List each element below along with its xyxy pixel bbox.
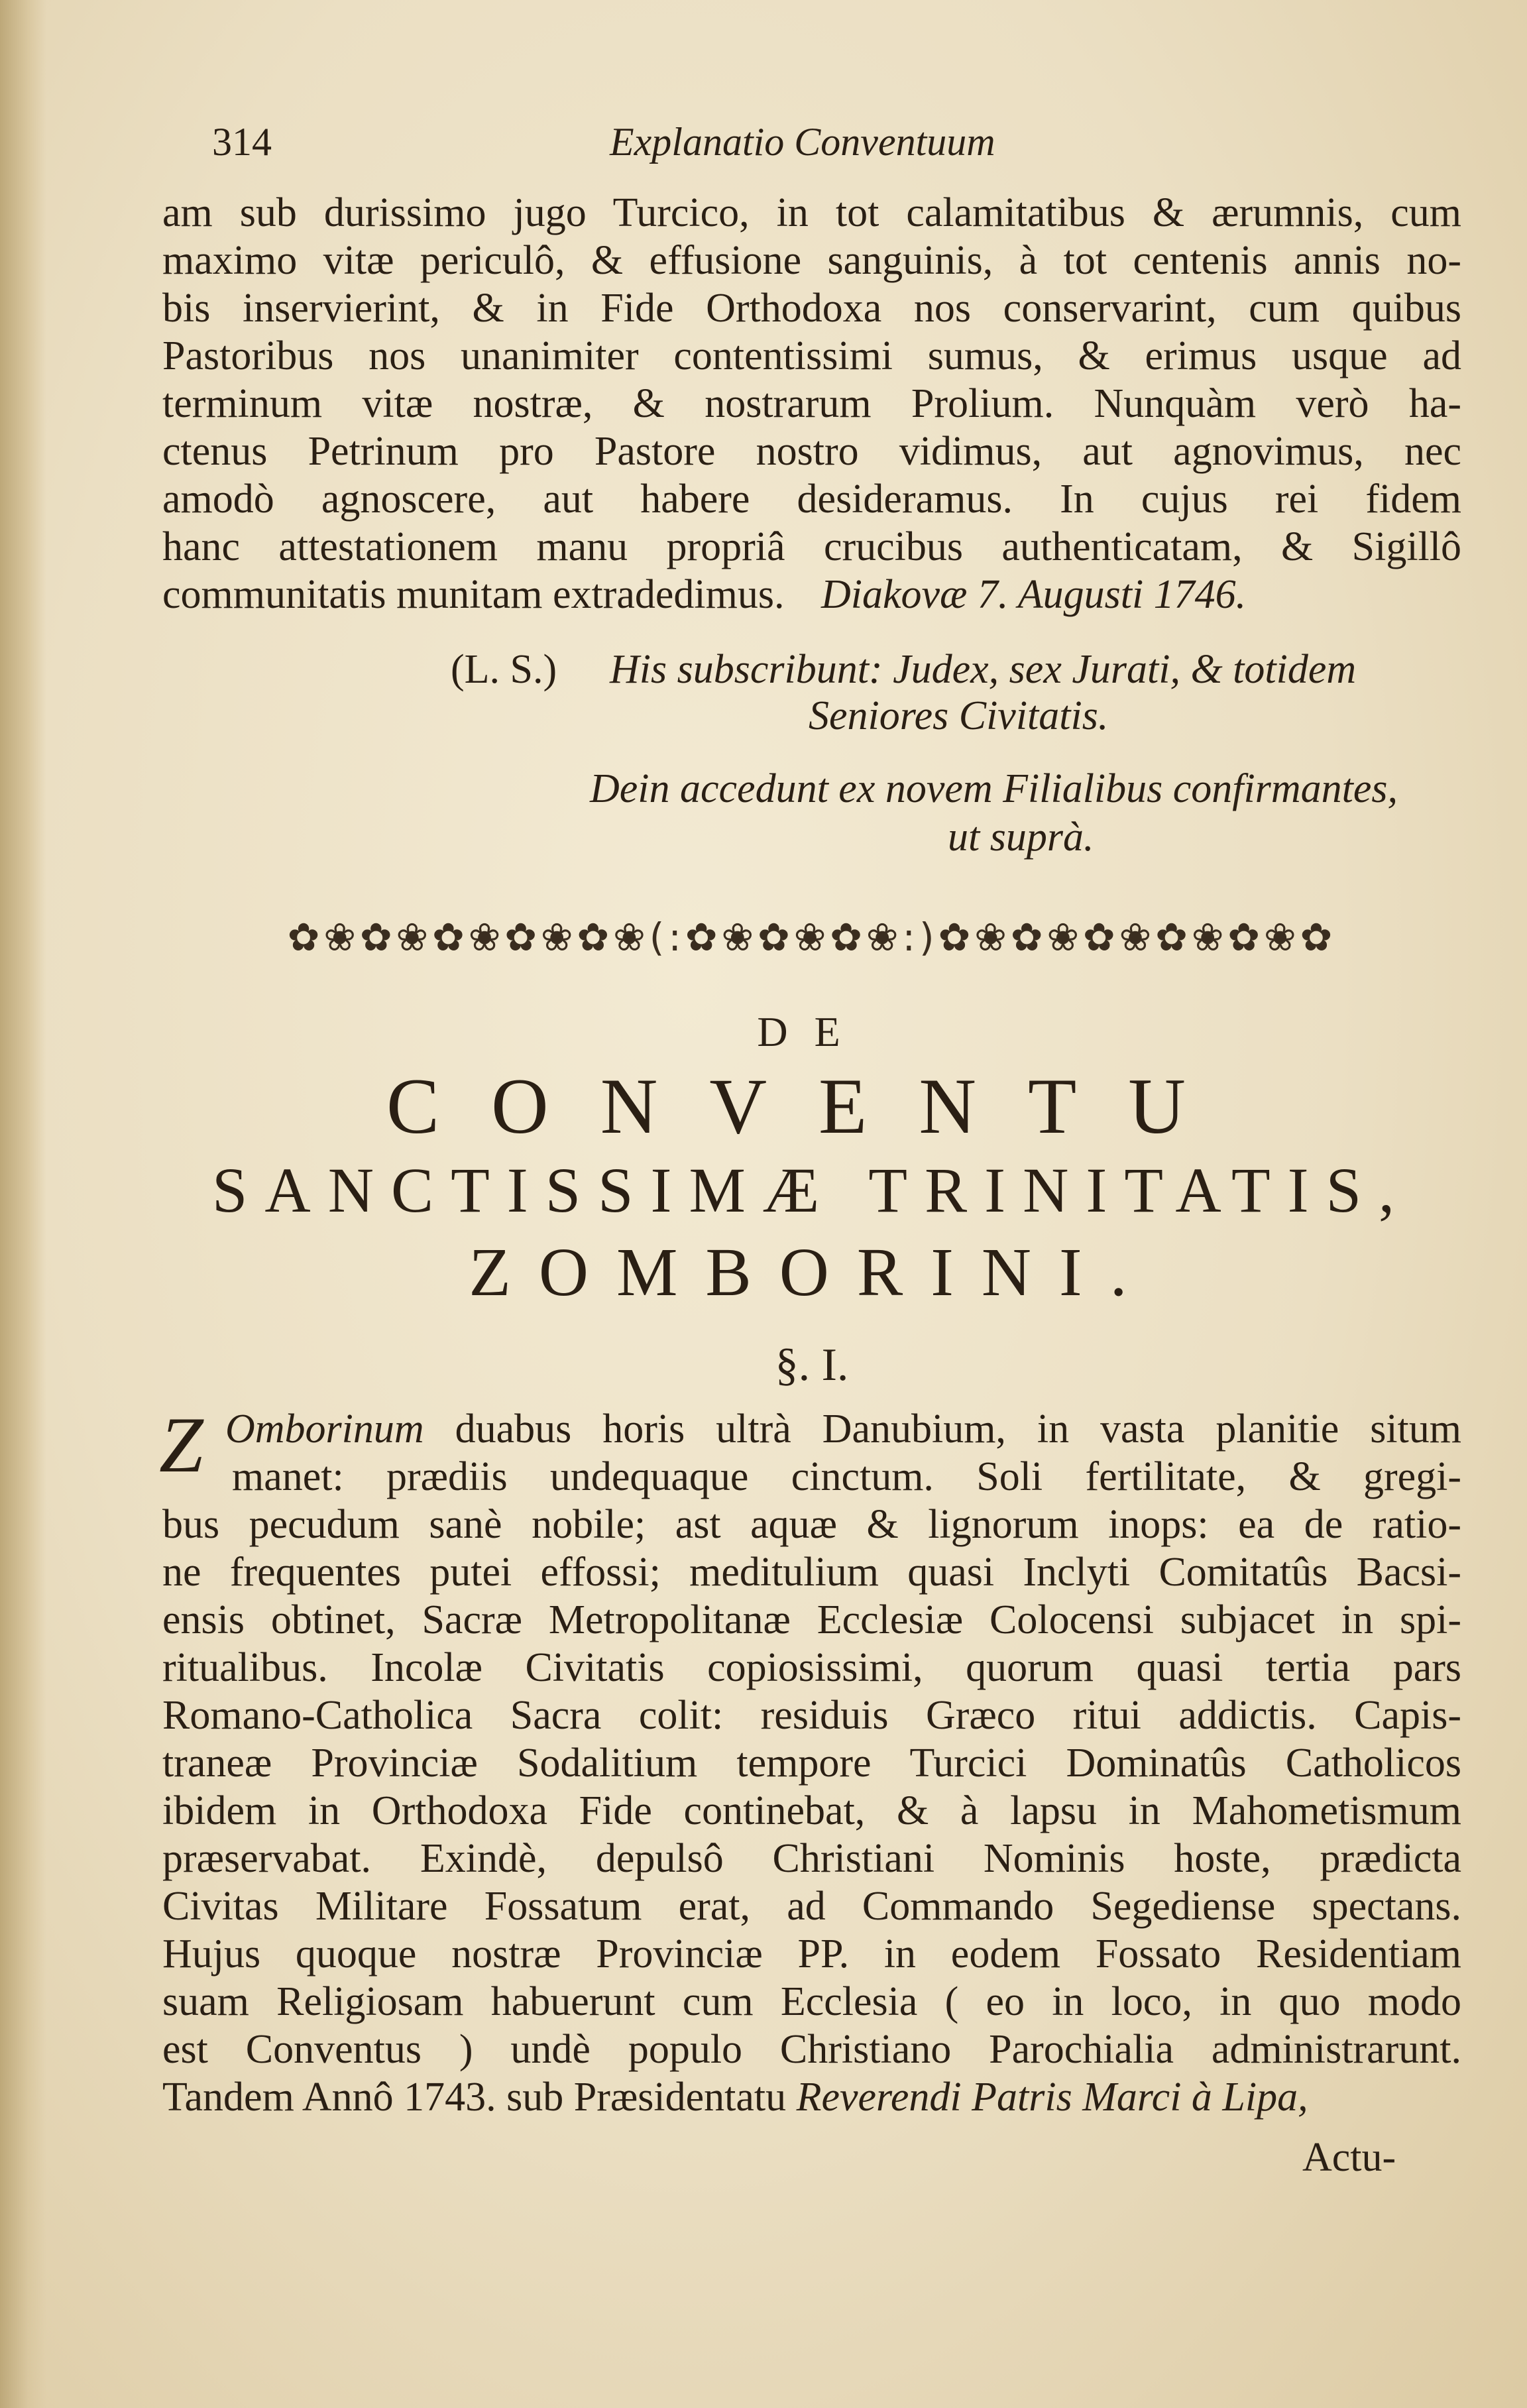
signature-line: Seniores Civitatis. <box>809 693 1109 738</box>
book-spine-shadow <box>0 0 46 2408</box>
text-line: Hujus quoque nostræ Provinciæ PP. in eodem Fossato Residentiam <box>162 1931 1461 1977</box>
text-line: ne frequentes putei effossi; meditulium quasi Inclyti Comitatûs Bacsi- <box>162 1550 1461 1595</box>
title-sanctissimae: SANCTISSIMÆ TRINITATIS, <box>212 1155 1412 1226</box>
text-line: ibidem in Orthodoxa Fide continebat, & à lapsu in Mahometismum <box>162 1788 1461 1833</box>
text-line-last <box>162 571 1461 618</box>
text-line: suam Religiosam habuerunt cum Ecclesia ( eo in loco, in quo modo <box>162 1979 1461 2024</box>
text-line: Romano-Catholica Sacra colit: residuis Græco ritui addictis. Capis- <box>162 1693 1461 1738</box>
text-line: est Conventus ) undè populo Christiano Parochialia administrarunt. <box>162 2027 1461 2072</box>
text-line: am sub durissimo jugo Turcico, in tot calamitatibus & ærumnis, cum <box>162 190 1461 235</box>
text-line: maximo vitæ periculô, & effusione sanguinis, à tot centenis annis no- <box>162 238 1461 283</box>
text-line: manet: prædiis undequaque cinctum. Soli fertilitate, & gregi- <box>232 1454 1461 1499</box>
ornamental-divider: ✿❀✿❀✿❀✿❀✿❀(:✿❀✿❀✿❀:)✿❀✿❀✿❀✿❀✿❀✿ <box>287 915 1337 960</box>
title-conventu: CONVENTU <box>386 1062 1237 1150</box>
text-line: ritualibus. Incolæ Civitatis copiosissimi, quorum quasi tertia pars <box>162 1645 1461 1690</box>
text-line: Pastoribus nos unanimiter contentissimi sumus, & erimus usque ad <box>162 333 1461 378</box>
text-line: amodò agnoscere, aut habere desideramus. In cujus rei fidem <box>162 477 1461 522</box>
text-line: bis inservierint, & in Fide Orthodoxa nos conservarint, cum quibus <box>162 286 1461 331</box>
text-line <box>225 1405 1461 1453</box>
signature-line: Dein accedunt ex novem Filialibus confirmantes, <box>590 766 1398 811</box>
seal-mark: (L. S.) <box>451 647 557 692</box>
date-place: Diakovæ 7. Augusti 1746. <box>820 572 1247 617</box>
text-line <box>162 2073 1461 2121</box>
text-line: hanc attestationem manu propriâ crucibus authenticatam, & Sigillô <box>162 524 1461 569</box>
text-line: bus pecudum sanè nobile; ast aquæ & lignorum inops: ea de ratio- <box>162 1502 1461 1547</box>
text-line: præservabat. Exindè, depulsô Christiani Nominis hoste, prædicta <box>162 1836 1461 1881</box>
text-span: Omborinum <box>225 1406 424 1452</box>
page-header <box>212 119 1458 172</box>
title-zomborini: ZOMBORINI. <box>469 1234 1155 1310</box>
text-line: Civitas Militare Fossatum erat, ad Commando Segediense spectans. <box>162 1884 1461 1929</box>
section-number: §. I. <box>775 1340 849 1391</box>
text-span: communitatis munitam extradedimus. <box>162 572 785 617</box>
drop-cap: Z <box>159 1401 203 1489</box>
text-line: ctenus Petrinum pro Pastore nostro vidimus, aut agnovimus, nec <box>162 429 1461 474</box>
text-line: traneæ Provinciæ Sodalitium tempore Turcici Dominatûs Catholicos <box>162 1741 1461 1786</box>
signature-line: His subscribunt: Judex, sex Jurati, & totidem <box>610 647 1357 692</box>
text-line: ensis obtinet, Sacræ Metropolitanæ Ecclesiæ Colocensi subjacet in spi- <box>162 1597 1461 1642</box>
signature-line: ut suprà. <box>948 815 1094 860</box>
text-span: Tandem Annô 1743. sub Præsidentatu <box>162 2075 797 2120</box>
catchword: Actu- <box>1302 2135 1396 2180</box>
title-de: DE <box>757 1008 867 1055</box>
page-number: 314 <box>212 120 272 164</box>
running-head: Explanatio Conventuum <box>610 120 995 164</box>
text-span: Reverendi Patris Marci à Lipa, <box>796 2075 1308 2120</box>
text-span: duabus horis ultrà Danubium, in vasta planitie situm <box>424 1406 1461 1452</box>
text-line: terminum vitæ nostræ, & nostrarum Prolium. Nunquàm verò ha- <box>162 381 1461 426</box>
